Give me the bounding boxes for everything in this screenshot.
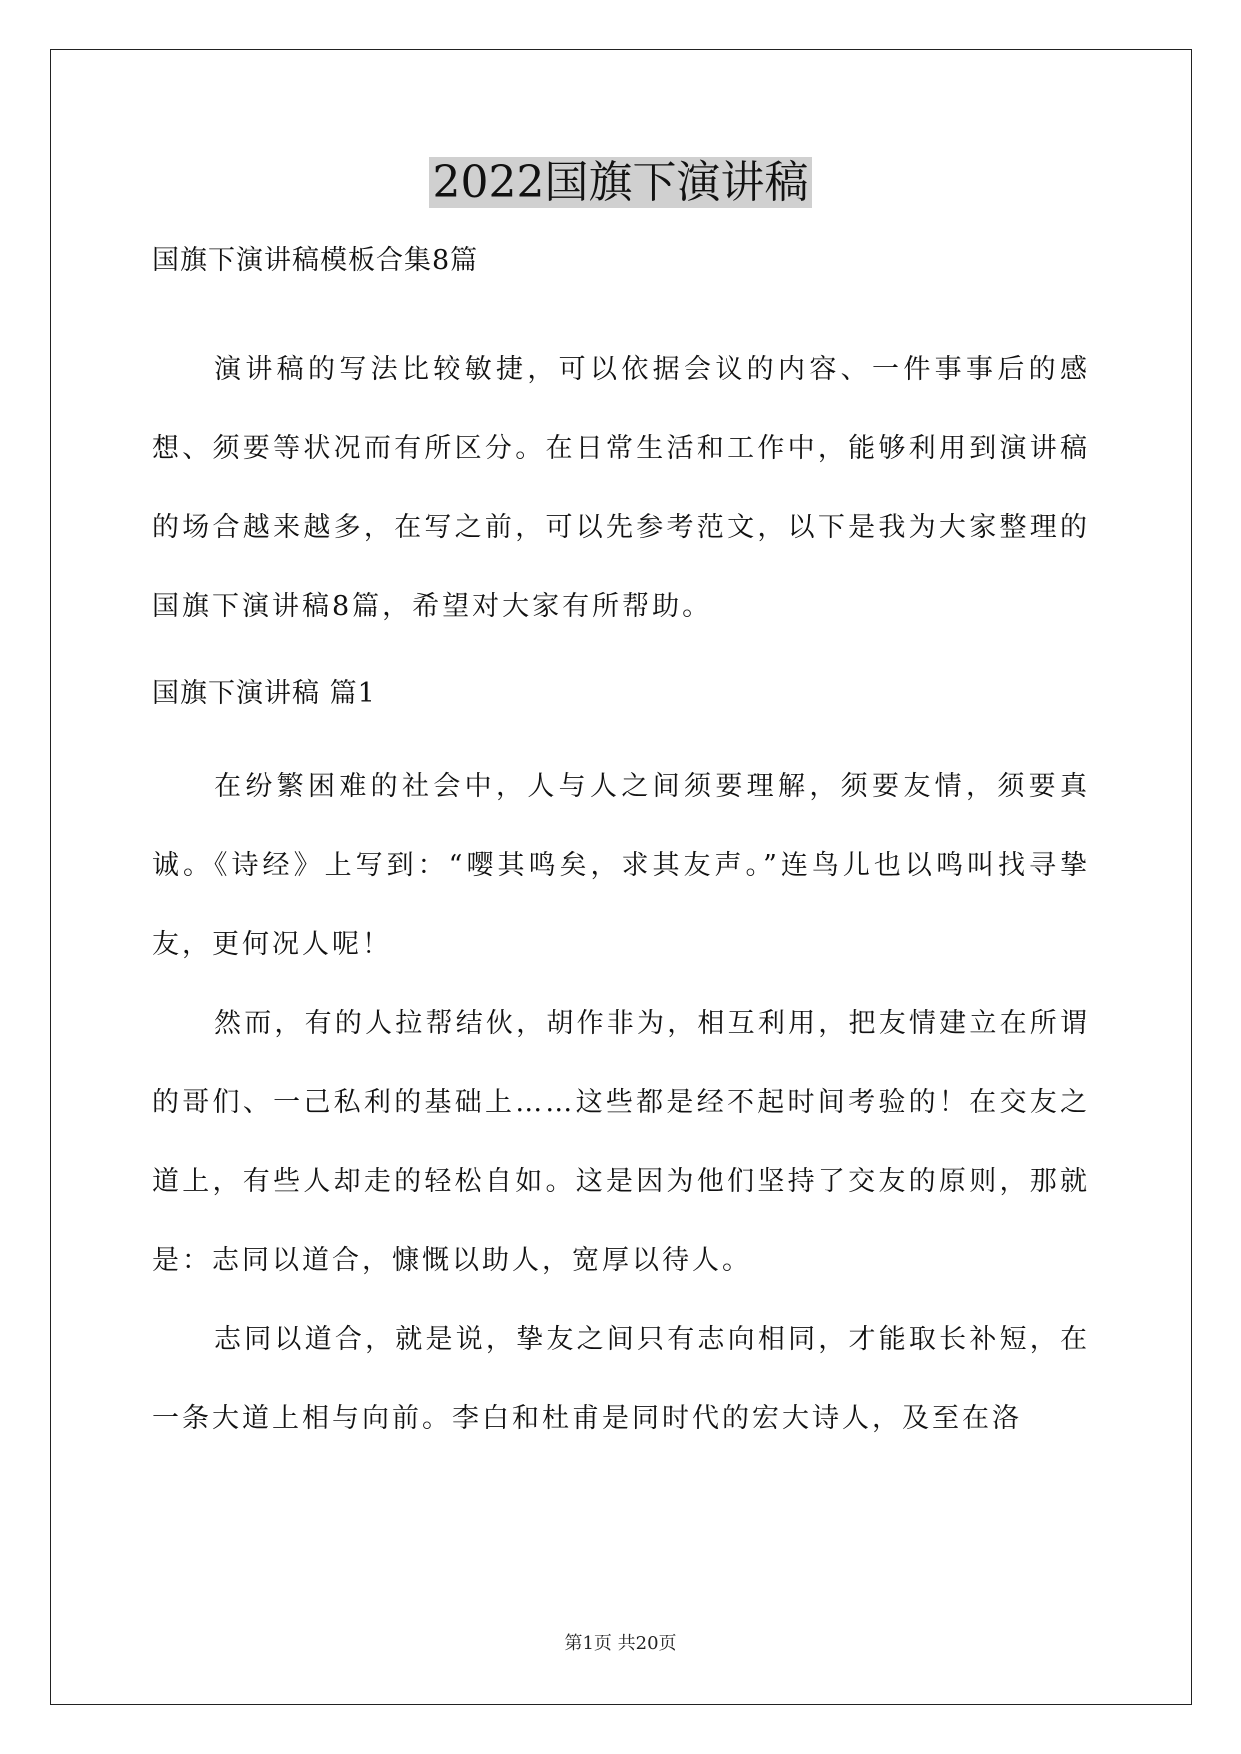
- section-heading: 国旗下演讲稿 篇1: [152, 678, 376, 709]
- document-subtitle: 国旗下演讲稿模板合集8篇: [152, 245, 479, 276]
- body-paragraph: 然而，有的人拉帮结伙，胡作非为，相互利用，把友情建立在所谓的哥们、一己私利的基础上……这些都是经不起时间考验的！在交友之道上，有些人却走的轻松自如。这是因为他们坚持了交友的原则，那就是：志同以道合，慷慨以助人，宽厚以待人。: [152, 1008, 1090, 1276]
- page-footer: 第1页 共20页: [564, 1633, 677, 1654]
- intro-paragraph: 演讲稿的写法比较敏捷，可以依据会议的内容、一件事事后的感想、须要等状况而有所区分。在日常生活和工作中，能够利用到演讲稿的场合越来越多，在写之前，可以先参考范文，以下是我为大家整理的国旗下演讲稿8篇，希望对大家有所帮助。: [152, 354, 1090, 622]
- body-paragraph: 志同以道合，就是说，挚友之间只有志向相同，才能取长补短，在一条大道上相与向前。李白和杜甫是同时代的宏大诗人，及至在洛: [152, 1324, 1090, 1434]
- document-title-text: 2022国旗下演讲稿: [429, 157, 813, 208]
- document-title: [0, 152, 1241, 214]
- body-paragraph: 在纷繁困难的社会中，人与人之间须要理解，须要友情，须要真诚。《诗经》上写到：“嘤其鸣矣，求其友声。”连鸟儿也以鸣叫找寻挚友，更何况人呢！: [152, 771, 1090, 960]
